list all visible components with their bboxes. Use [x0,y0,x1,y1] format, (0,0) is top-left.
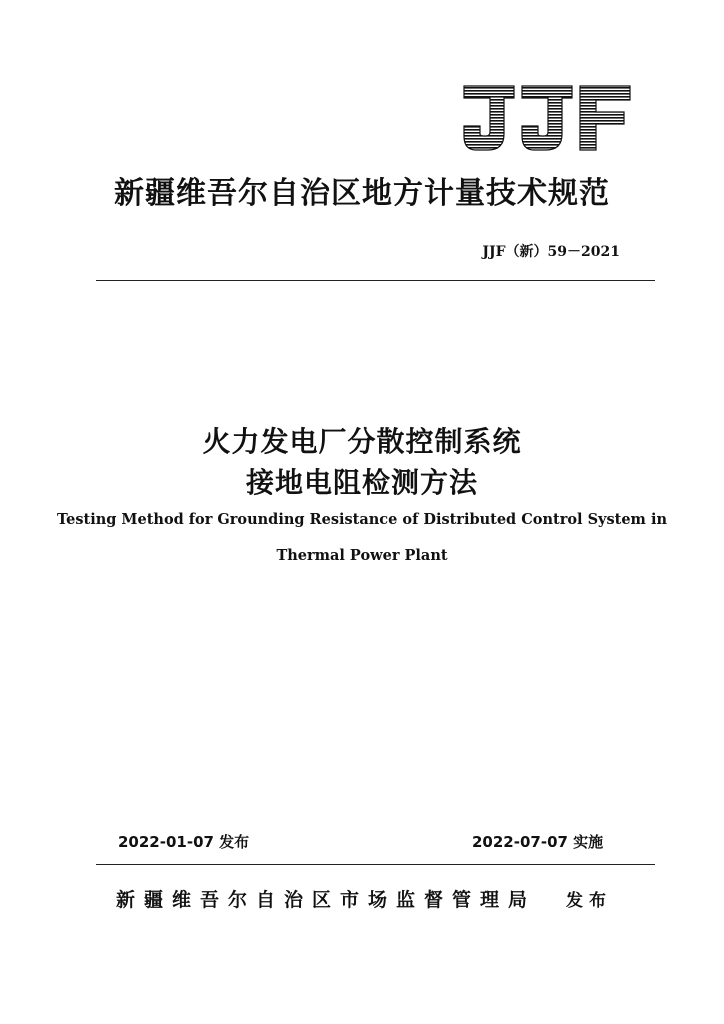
bottom-divider [96,864,655,865]
chinese-title-line-2: 接地电阻检测方法 [245,466,478,499]
standard-number: JJF（新）59－2021 [482,244,620,260]
english-title-line-1: Testing Method for Grounding Resistance of Distributed Control System in [56,511,667,528]
chinese-title-line-1: 火力发电厂分散控制系统 [202,425,522,458]
issue-date: 2022-01-07 发布 [118,833,250,851]
implementation-date: 2022-07-07 实施 [472,833,604,851]
issuer-name: 新疆维吾尔自治区市场监督管理局 [116,889,537,911]
english-title-line-2: Thermal Power Plant [276,547,448,564]
jjf-logo [462,84,632,154]
issuer-action: 发布 [566,891,612,911]
top-divider [96,280,655,281]
issuing-authority-heading: 新疆维吾尔自治区地方计量技术规范 [114,176,610,211]
